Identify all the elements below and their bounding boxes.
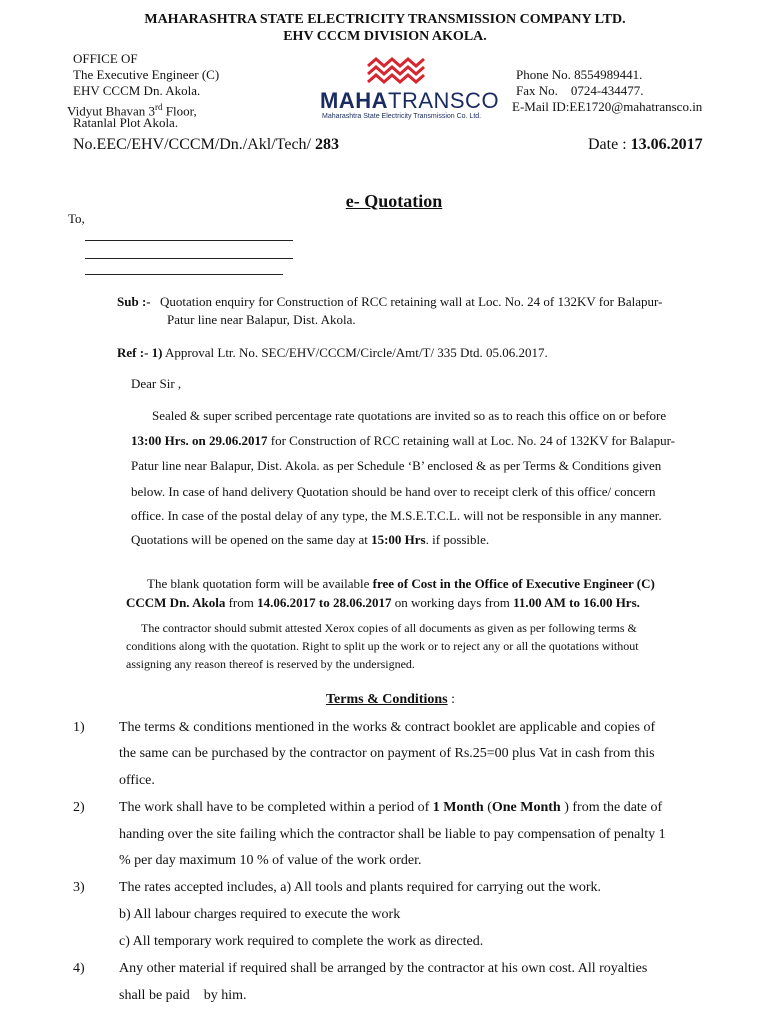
term-1-number: 1) [73,720,85,735]
logo-tagline: Maharashtra State Electricity Transmission Co. Ltd. [322,113,482,120]
para3-line-2: conditions along with the quotation. Right to split up the work or to reject any or all the quotations without [126,639,639,653]
term-2-number: 2) [73,800,85,815]
salutation: Dear Sir , [131,376,182,391]
para1-line-5: office. In case of the postal delay of any type, the M.S.E.T.C.L. will not be responsible in any manner. [131,508,662,523]
para2-line-1: The blank quotation form will be available free of Cost in the Office of Executive Engineer (C) [147,576,655,591]
office-division: EHV CCCM Dn. Akola. [73,83,201,98]
mahatransco-logo [318,56,500,126]
office-address: Ratanlal Plot Akola. [73,115,179,130]
term-4-number: 4) [73,961,85,976]
term-4-line-2: shall be paid by him. [119,988,247,1003]
term-3-line-3: c) All temporary work required to complete the work as directed. [119,934,484,949]
office-label: OFFICE OF [73,51,138,66]
company-name: MAHARASHTRA STATE ELECTRICITY TRANSMISSION COMPANY LTD. [144,12,626,27]
address-blank-line-2 [85,258,293,259]
term-1-line-2: the same can be purchased by the contractor on payment of Rs.25=00 plus Vat in cash from this [119,746,655,761]
term-1-line-3: office. [119,773,155,788]
email-address: E-Mail ID:EE1720@mahatransco.in [512,99,703,114]
term-2-line-2: handing over the site failing which the contractor shall be liable to pay compensation of penalty 1 [119,827,666,842]
to-label: To, [68,211,85,226]
para1-line-4: below. In case of hand delivery Quotation should be hand over to receipt clerk of this office/ concern [131,484,656,499]
para3-line-1: The contractor should submit attested Xerox copies of all documents as given as per following terms & [141,621,637,635]
fax-number: Fax No. 0724-434477. [516,83,644,98]
term-1-line-1: The terms & conditions mentioned in the works & contract booklet are applicable and copies of [119,720,656,735]
term-2-line-1: The work shall have to be completed within a period of 1 Month (One Month ) from the date of [119,800,663,815]
office-building: Vidyut Bhavan 3rd Floor, [67,102,197,119]
subject-line-1: Quotation enquiry for Construction of RCC retaining wall at Loc. No. 24 of 132KV for Balapur- [160,294,663,309]
subject-label: Sub :- [117,294,151,309]
letter-date: Date : 13.06.2017 [588,136,703,153]
term-4-line-1: Any other material if required shall be arranged by the contractor at his own cost. All royalties [119,961,648,976]
para2-line-2: CCCM Dn. Akola from 14.06.2017 to 28.06.2017 on working days from 11.00 AM to 16.00 Hrs. [126,595,640,610]
para1-line-6: Quotations will be opened on the same day at 15:00 Hrs. if possible. [131,532,490,547]
term-3-line-2: b) All labour charges required to execute the work [119,907,401,922]
para1-line-1: Sealed & super scribed percentage rate quotations are invited so as to reach this office on or before [152,408,667,423]
address-blank-line-1 [85,240,293,241]
subject-line-2: Patur line near Balapur, Dist. Akola. [167,312,356,327]
reference-line: Ref :- 1) Approval Ltr. No. SEC/EHV/CCCM/Circle/Amt/T/ 335 Dtd. 05.06.2017. [117,345,548,360]
phone-number: Phone No. 8554989441. [516,67,643,82]
para1-line-2: 13:00 Hrs. on 29.06.2017 for Construction of RCC retaining wall at Loc. No. 24 of 132KV for Balapur- [131,433,675,448]
term-2-line-3: % per day maximum 10 % of value of the work order. [119,853,422,868]
letter-number: No.EEC/EHV/CCCM/Dn./Akl/Tech/ 283 [73,136,339,153]
para1-line-3: Patur line near Balapur, Dist. Akola. as per Schedule ‘B’ enclosed & as per Terms & Conditions given [131,458,662,473]
office-designation: The Executive Engineer (C) [73,67,220,82]
term-3-number: 3) [73,880,85,895]
terms-heading: Terms & Conditions : [326,692,456,707]
division-name: EHV CCCM DIVISION AKOLA. [283,29,487,44]
logo-brand-light: TRANSCO [388,88,500,113]
term-3-line-1: The rates accepted includes, a) All tools and plants required for carrying out the work. [119,880,602,895]
logo-brand-bold: MAHA [320,88,388,113]
address-blank-line-3 [85,274,283,275]
document-title: e- Quotation [345,191,443,211]
para3-line-3: assigning any reason thereof is reserved by the undersigned. [126,657,415,671]
